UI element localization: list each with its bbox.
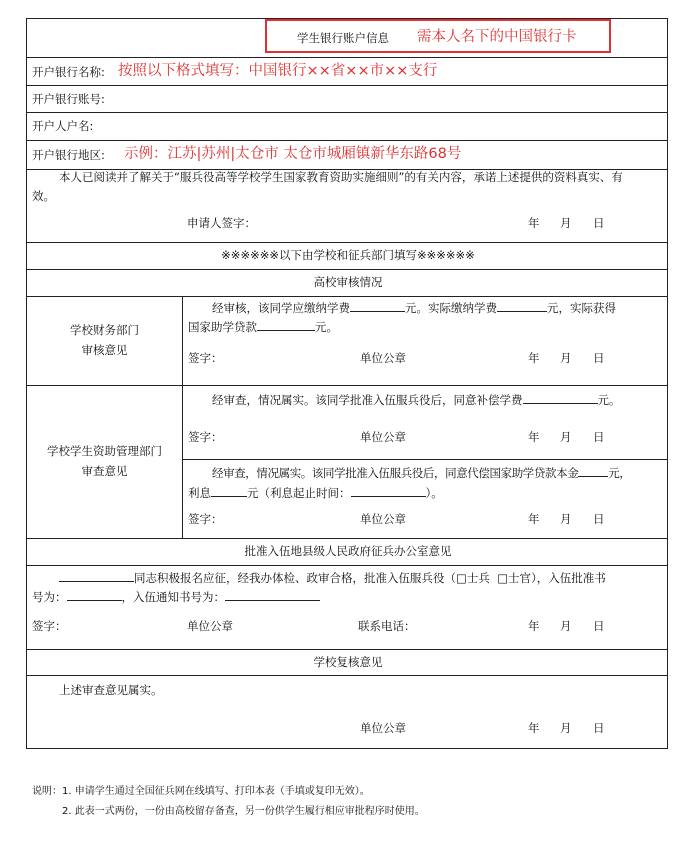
month-label: 月	[560, 512, 572, 526]
day-label: 日	[593, 430, 605, 444]
loan-seal-label: 单位公章	[360, 512, 406, 526]
recruit-seal-label: 单位公章	[187, 619, 233, 633]
day-label: 日	[593, 351, 605, 365]
day-label: 日	[593, 512, 605, 526]
aid-review-label: 审查意见	[81, 464, 128, 478]
bank-region-hint: 示例：江苏|苏州|太仓市 太仓市城厢镇新华东路68号	[124, 146, 462, 162]
row-divider	[27, 649, 667, 650]
year-label: 年	[528, 512, 540, 526]
school-recheck-title: 学校复核意见	[313, 655, 383, 669]
bank-region-label: 开户银行地区:	[32, 148, 105, 162]
aid-tuition-line: 经审查，情况属实。该同学批准入伍服兵役后，同意补偿学费 元。	[212, 393, 621, 407]
month-label: 月	[560, 351, 572, 365]
school-section-divider: ※※※※※※以下由学校和征兵部门填写※※※※※※	[221, 248, 475, 262]
footnote-2: 2. 此表一式两份，一份由高校留存备查，另一份供学生履行相应审批程序时使用。	[62, 806, 425, 817]
row-divider	[27, 242, 667, 243]
bank-card-note: 需本人名下的中国银行卡	[417, 29, 577, 45]
row-divider	[27, 57, 667, 58]
finance-seal-label: 单位公章	[360, 351, 406, 365]
year-label: 年	[528, 351, 540, 365]
recheck-seal-label: 单位公章	[360, 721, 406, 735]
year-label: 年	[528, 216, 540, 230]
day-label: 日	[593, 216, 605, 230]
day-label: 日	[593, 619, 605, 633]
bank-name-label: 开户银行名称:	[32, 65, 105, 79]
day-label: 日	[593, 721, 605, 735]
row-divider	[27, 385, 667, 386]
row-divider	[27, 269, 667, 270]
month-label: 月	[560, 430, 572, 444]
footnote-1: 说明：1. 申请学生通过全国征兵网在线填写、打印本表（手填或复印无效）。	[32, 786, 370, 797]
recheck-text: 上述审查意见属实。	[59, 683, 163, 697]
row-divider	[27, 112, 667, 113]
row-divider	[183, 459, 667, 460]
aid-dept-label: 学校学生资助管理部门	[47, 444, 162, 458]
recruit-phone-label: 联系电话：	[358, 619, 416, 633]
row-divider	[27, 85, 667, 86]
row-divider	[27, 538, 667, 539]
row-divider	[27, 140, 667, 141]
row-divider	[27, 565, 667, 566]
year-label: 年	[528, 430, 540, 444]
row-divider	[27, 675, 667, 676]
application-form	[26, 18, 668, 749]
school-review-title: 高校审核情况	[313, 275, 383, 289]
recruit-line-2: 号为： ，入伍通知书号为：	[32, 589, 320, 605]
aid-sign-label: 签字：	[188, 430, 223, 444]
account-holder-label: 开户人户名:	[32, 119, 94, 133]
finance-review-label: 审核意见	[81, 343, 128, 357]
aid-loan-line-1: 经审查，情况属实。该同学批准入伍服兵役后，同意代偿国家助学贷款本金 元，	[212, 466, 631, 480]
recruit-line-1: 同志积极报名应征，经我办体检、政审合格，批准入伍服兵役（□士兵 □士官），入伍批准书	[59, 570, 606, 586]
recruit-office-title: 批准入伍地县级人民政府征兵办公室意见	[244, 544, 452, 558]
year-label: 年	[528, 619, 540, 633]
loan-sign-label: 签字：	[188, 512, 223, 526]
aid-seal-label: 单位公章	[360, 430, 406, 444]
month-label: 月	[560, 619, 572, 633]
row-divider	[27, 296, 667, 297]
recruit-sign-label: 签字：	[32, 619, 67, 633]
finance-review-line-1: 经审核，该同学应缴纳学费 元。实际缴纳学费 元，实际获得	[212, 301, 616, 315]
bank-account-label: 开户银行账号:	[32, 92, 105, 106]
finance-review-line-2: 国家助学贷款 元。	[188, 320, 338, 334]
finance-dept-label: 学校财务部门	[70, 323, 139, 337]
bank-name-hint: 按照以下格式填写：中国银行××省××市××支行	[118, 63, 438, 79]
declaration-line-1: 本人已阅读并了解关于“服兵役高等学校学生国家教育资助实施细则”的有关内容，承诺上述提供的资料真实、有	[59, 170, 623, 184]
month-label: 月	[560, 216, 572, 230]
finance-sign-label: 签字：	[188, 351, 223, 365]
applicant-signature-label: 申请人签字：	[187, 216, 256, 230]
month-label: 月	[560, 721, 572, 735]
declaration-line-2: 效。	[32, 189, 55, 203]
bank-section-title: 学生银行账户信息	[297, 31, 389, 45]
column-divider	[182, 296, 183, 538]
year-label: 年	[528, 721, 540, 735]
aid-loan-line-2: 利息 元（利息起止时间： ）。	[188, 486, 443, 500]
